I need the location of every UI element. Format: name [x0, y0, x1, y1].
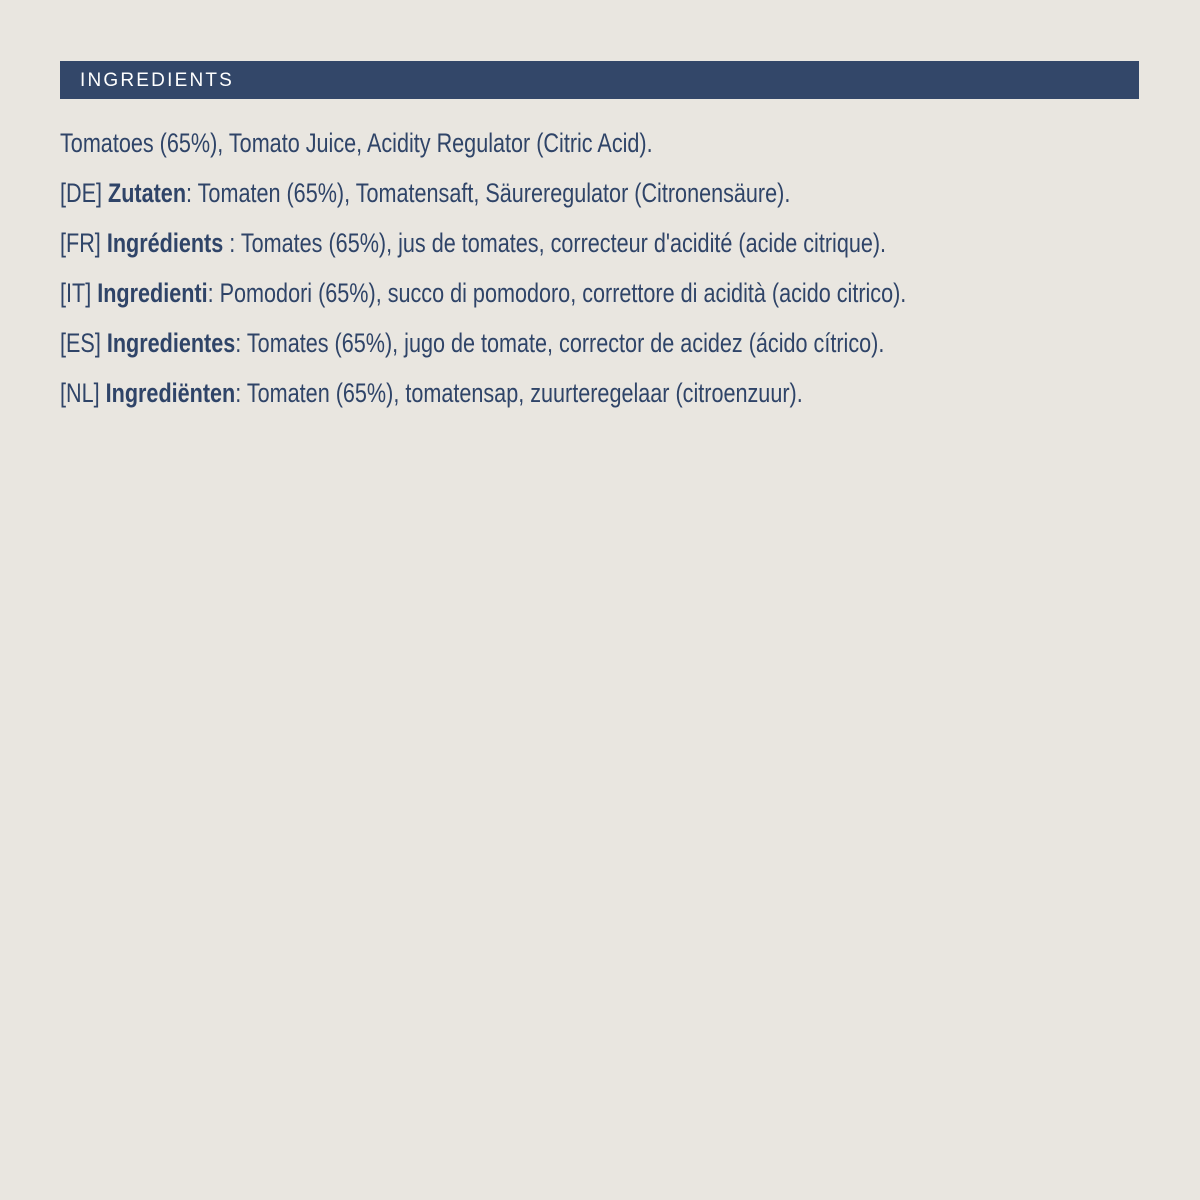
- ingredients-title: INGREDIENTS: [80, 69, 235, 91]
- ingredients-english: [60, 125, 923, 175]
- lang-label-it: Ingredienti: [97, 278, 208, 308]
- ingredients-french-text: : Tomates (65%), jus de tomates, correcteur d'acidité (acide citrique).: [223, 228, 887, 258]
- lang-code-fr: [FR]: [60, 228, 101, 258]
- ingredients-german-text: : Tomaten (65%), Tomatensaft, Säureregulator (Citronensäure).: [186, 178, 791, 208]
- lang-code-it: [IT]: [60, 278, 92, 308]
- ingredients-dutch-text: : Tomaten (65%), tomatensap, zuurteregelaar (citroenzuur).: [235, 378, 803, 408]
- lang-label-fr: Ingrédients: [106, 228, 224, 258]
- lang-label-es: Ingredientes: [106, 328, 236, 358]
- lang-code-de: [DE]: [60, 178, 103, 208]
- ingredients-french: [60, 225, 923, 275]
- lang-code-nl: [NL]: [60, 378, 100, 408]
- ingredients-english-text: Tomatoes (65%), Tomato Juice, Acidity Regulator (Citric Acid).: [60, 128, 653, 158]
- ingredients-spanish-text: : Tomates (65%), jugo de tomate, corrector de acidez (ácido cítrico).: [235, 328, 885, 358]
- lang-label-nl: Ingrediënten: [105, 378, 236, 408]
- ingredients-spanish: [60, 325, 923, 375]
- ingredients-italian: [60, 275, 923, 325]
- ingredients-german: [60, 175, 923, 225]
- lang-code-es: [ES]: [60, 328, 101, 358]
- ingredients-header-bar: [60, 61, 1139, 99]
- ingredients-italian-text: : Pomodori (65%), succo di pomodoro, correttore di acidità (acido citrico).: [207, 278, 907, 308]
- ingredients-dutch: [60, 375, 923, 425]
- ingredient-list: [60, 125, 1139, 425]
- lang-label-de: Zutaten: [108, 178, 187, 208]
